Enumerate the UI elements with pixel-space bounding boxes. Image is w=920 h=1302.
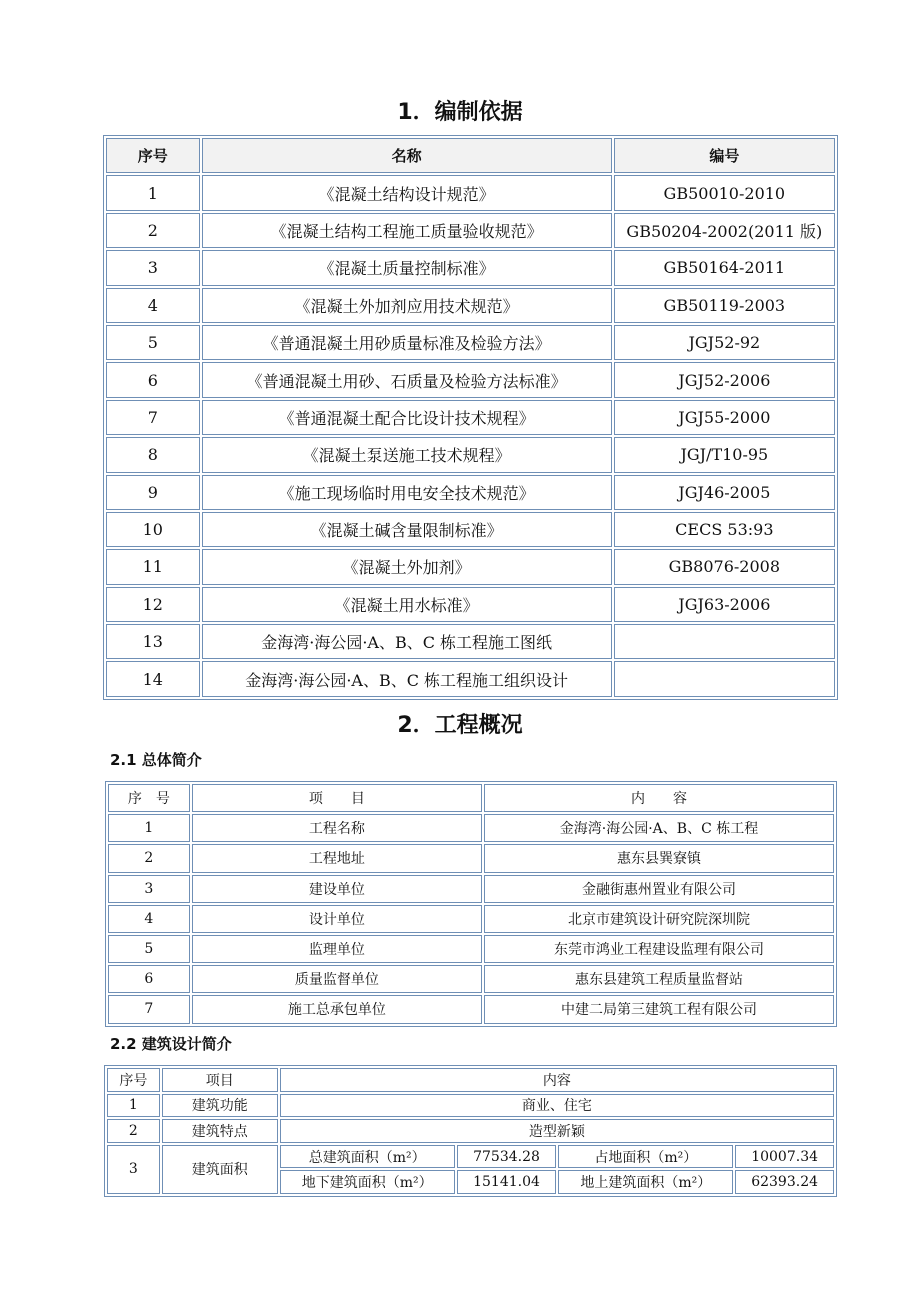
row-number: 1: [106, 175, 200, 210]
row-number: 4: [108, 905, 190, 933]
total-area-value: 77534.28: [457, 1145, 557, 1169]
row-code: [614, 661, 835, 696]
row-name: 《混凝土结构设计规范》: [202, 175, 612, 210]
underground-area-label: 地下建筑面积（m²）: [280, 1170, 455, 1194]
table-row: [108, 965, 834, 993]
table-row: [107, 1119, 834, 1143]
table-row: [106, 549, 835, 584]
row-code: GB50010-2010: [614, 175, 835, 210]
header-cell: 编号: [614, 138, 835, 173]
table-row: [106, 213, 835, 248]
table-row: [106, 437, 835, 472]
basis-table: [103, 135, 838, 700]
table-header-row: [107, 1068, 834, 1092]
header-cell: 项 目: [192, 784, 482, 812]
row-number: 9: [106, 475, 200, 510]
table-row: [108, 935, 834, 963]
row-content: 造型新颖: [280, 1119, 834, 1143]
aboveground-area-label: 地上建筑面积（m²）: [558, 1170, 733, 1194]
table-row: [106, 362, 835, 397]
table-row: [106, 250, 835, 285]
table-row: [108, 844, 834, 872]
table-row: [106, 661, 835, 696]
row-name: 《混凝土泵送施工技术规程》: [202, 437, 612, 472]
row-item: 建筑特点: [162, 1119, 278, 1143]
table-row: [106, 400, 835, 435]
table-header-row: [108, 784, 834, 812]
row-name: 《混凝土外加剂应用技术规范》: [202, 288, 612, 323]
row-number: 2: [108, 844, 190, 872]
table-row: [108, 995, 834, 1023]
row-code: JGJ46-2005: [614, 475, 835, 510]
row-item: 建筑功能: [162, 1094, 278, 1118]
table-row: [106, 475, 835, 510]
table-header-row: [106, 138, 835, 173]
header-cell: 序号: [106, 138, 200, 173]
row-code: 中建二局第三建筑工程有限公司: [484, 995, 834, 1023]
row-number: 6: [108, 965, 190, 993]
row-code: JGJ63-2006: [614, 587, 835, 622]
section1-title: 1．编制依据: [397, 100, 523, 125]
row-number: 3: [106, 250, 200, 285]
header-cell: 名称: [202, 138, 612, 173]
table-row: [106, 624, 835, 659]
row-code: 惠东县建筑工程质量监督站: [484, 965, 834, 993]
table-row: [108, 875, 834, 903]
row-name: 金海湾·海公园·A、B、C 栋工程施工组织设计: [202, 661, 612, 696]
row-number: 2: [107, 1119, 160, 1143]
row-code: CECS 53:93: [614, 512, 835, 547]
aboveground-area-value: 62393.24: [735, 1170, 834, 1194]
table-row: [108, 814, 834, 842]
row-name: 《普通混凝土用砂质量标准及检验方法》: [202, 325, 612, 360]
row-number: 6: [106, 362, 200, 397]
row-name: 《施工现场临时用电安全技术规范》: [202, 475, 612, 510]
header-cell: 内容: [280, 1068, 834, 1092]
row-code: 金融街惠州置业有限公司: [484, 875, 834, 903]
row-code: JGJ/T10-95: [614, 437, 835, 472]
header-cell: 内 容: [484, 784, 834, 812]
row-number: 10: [106, 512, 200, 547]
header-cell: 项目: [162, 1068, 278, 1092]
table-row: [106, 512, 835, 547]
row-name: 《混凝土质量控制标准》: [202, 250, 612, 285]
row-name: 工程地址: [192, 844, 482, 872]
row-code: GB50119-2003: [614, 288, 835, 323]
row-code: 北京市建筑设计研究院深圳院: [484, 905, 834, 933]
subsection-2-1-title: 2.1 总体简介: [110, 751, 202, 769]
row-code: GB8076-2008: [614, 549, 835, 584]
row-code: JGJ52-2006: [614, 362, 835, 397]
row-number: 7: [106, 400, 200, 435]
table-row: [107, 1094, 834, 1118]
row-code: 东莞市鸿业工程建设监理有限公司: [484, 935, 834, 963]
row-number: 3: [107, 1145, 160, 1194]
subsection-2-2-title: 2.2 建筑设计简介: [110, 1035, 232, 1053]
row-name: 金海湾·海公园·A、B、C 栋工程施工图纸: [202, 624, 612, 659]
underground-area-value: 15141.04: [457, 1170, 557, 1194]
row-number: 5: [108, 935, 190, 963]
row-code: [614, 624, 835, 659]
header-cell: 序号: [107, 1068, 160, 1092]
row-name: 质量监督单位: [192, 965, 482, 993]
row-name: 《普通混凝土配合比设计技术规程》: [202, 400, 612, 435]
row-name: 《普通混凝土用砂、石质量及检验方法标准》: [202, 362, 612, 397]
table-row: [106, 175, 835, 210]
row-content: 商业、住宅: [280, 1094, 834, 1118]
row-code: 惠东县巽寮镇: [484, 844, 834, 872]
row-name: 施工总承包单位: [192, 995, 482, 1023]
row-name: 监理单位: [192, 935, 482, 963]
row-name: 《混凝土外加剂》: [202, 549, 612, 584]
row-item: 建筑面积: [162, 1145, 278, 1194]
table-row: [107, 1145, 834, 1169]
row-number: 13: [106, 624, 200, 659]
row-name: 《混凝土结构工程施工质量验收规范》: [202, 213, 612, 248]
row-name: 《混凝土用水标准》: [202, 587, 612, 622]
row-code: GB50164-2011: [614, 250, 835, 285]
land-area-label: 占地面积（m²）: [558, 1145, 733, 1169]
header-cell: 序 号: [108, 784, 190, 812]
row-number: 1: [108, 814, 190, 842]
table-row: [106, 587, 835, 622]
row-code: JGJ55-2000: [614, 400, 835, 435]
section2-title: 2．工程概况: [397, 713, 523, 738]
row-number: 5: [106, 325, 200, 360]
row-number: 7: [108, 995, 190, 1023]
row-name: 工程名称: [192, 814, 482, 842]
row-number: 3: [108, 875, 190, 903]
overview-table: [105, 781, 837, 1027]
row-number: 14: [106, 661, 200, 696]
table-row: [108, 905, 834, 933]
total-area-label: 总建筑面积（m²）: [280, 1145, 455, 1169]
row-number: 1: [107, 1094, 160, 1118]
row-name: 建设单位: [192, 875, 482, 903]
row-number: 11: [106, 549, 200, 584]
row-number: 8: [106, 437, 200, 472]
row-number: 4: [106, 288, 200, 323]
row-number: 2: [106, 213, 200, 248]
row-name: 《混凝土碱含量限制标准》: [202, 512, 612, 547]
row-code: GB50204-2002(2011 版): [614, 213, 835, 248]
land-area-value: 10007.34: [735, 1145, 834, 1169]
table-row: [106, 288, 835, 323]
design-table: [104, 1065, 837, 1197]
row-code: 金海湾·海公园·A、B、C 栋工程: [484, 814, 834, 842]
row-code: JGJ52-92: [614, 325, 835, 360]
row-number: 12: [106, 587, 200, 622]
table-row: [106, 325, 835, 360]
row-name: 设计单位: [192, 905, 482, 933]
